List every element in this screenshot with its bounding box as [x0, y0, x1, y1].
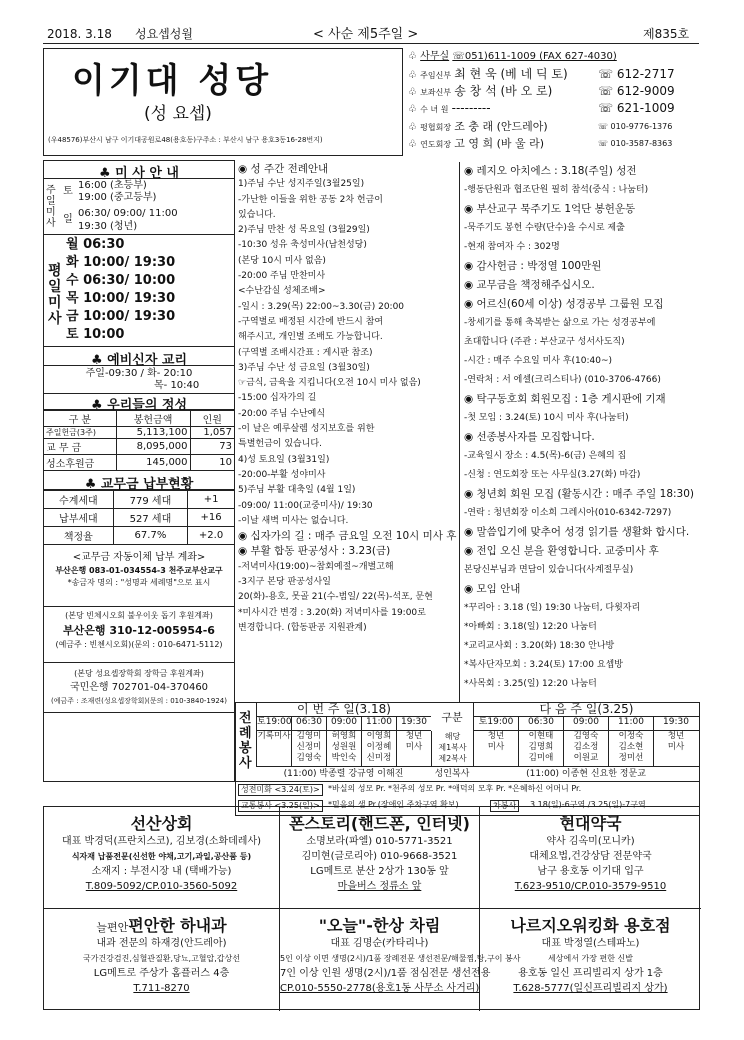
this-week-header: 이 번 주 일(3.18): [256, 703, 431, 717]
ad-line: LG메트로 분산 2상가 130동 앞: [310, 866, 449, 877]
parish-address: (우48576)부산시 남구 이기대공원로48(용호동)구주소 : 부산시 남구 용호3동16-28번지): [48, 136, 323, 144]
service-cell: 청년 미사: [396, 731, 431, 766]
ads-grid: [43, 806, 700, 1010]
ad-box: [480, 807, 701, 909]
service-cell: 이영희 이정혜 신미정: [361, 731, 396, 766]
notice-line: -행동단원과 협조단원 필히 참석(중식 : 나눔터): [464, 185, 649, 195]
service-cell: 허영희 성원원 박인숙: [326, 731, 361, 766]
service-label: 전례봉사: [239, 711, 252, 771]
ad-line: LG메트로 주상가 홈플러스 4층: [93, 968, 230, 979]
account-title: <교무금 자동이체 납부 계좌>: [72, 552, 206, 563]
notice-line: ◉ 탁구동호회 회원모집 : 1층 게시판에 기재: [464, 393, 666, 405]
ad-line: 세상에서 가장 편한 신발: [548, 954, 633, 963]
service-mid: [431, 731, 473, 767]
notice-line: ◉ 성 주간 전례안내: [238, 163, 329, 175]
organ-this: (11:00) 박종렬 강규영 이해진: [283, 769, 404, 779]
notice-line: <수난감실 성체조배>: [238, 286, 326, 297]
roster-text-2: *믿음의 샘 Pr.(장애인 주차구역 확보): [328, 800, 459, 809]
service-cell: 09:00: [563, 717, 608, 730]
contact-pastor: ♧ 주임신부 최 현 욱 (베 네 딕 토): [408, 67, 568, 81]
notice-line: *교리교사회 : 3.20(화) 18:30 안나방: [464, 641, 615, 651]
notice-line: -09:00/ 11:00(교중미사)/ 19:30: [238, 500, 373, 511]
cross-icon: ♧: [408, 70, 421, 81]
ad-line: 7인 이상 인원 생명(2시)/1품 점심전문 생선전용: [280, 968, 491, 979]
contact-council: ♧ 평협회장 조 충 래 (안드레아): [408, 120, 548, 133]
account-number: 부산은행 083-01-034554-3 천주교부산교구: [55, 566, 223, 575]
contact-convent: ♧ 수 녀 원 ---------: [408, 101, 491, 115]
ad-line: 대표 김명순(카타리나): [330, 938, 429, 949]
account-number: 부산은행 310-12-005954-6: [63, 624, 215, 637]
weekday-row: 화 10:00/ 19:30: [66, 255, 176, 270]
table-row: 책정율 67.7% +2.0: [44, 527, 235, 545]
notice-line: 4)성 토요일 (3월31일): [238, 454, 330, 465]
account-note: (예금주 : 빈첸시오회)(문의 : 010-6471-5112): [55, 640, 223, 649]
service-cell: 기록미사: [256, 731, 291, 766]
service-times-next: [473, 717, 699, 731]
service-cell: 09:00: [326, 717, 361, 730]
notice-line: ◉ 말씀입기에 맞추어 성경 읽기를 생활화 합시다.: [464, 526, 690, 538]
weekday-row: 수 06:30/ 10:00: [66, 273, 176, 288]
notice-line: ☞금식, 금육을 지킵니다(오전 10시 미사 없음): [238, 378, 421, 389]
service-cell: 이현태 김명희 김미애: [518, 731, 563, 766]
service-times-this: [256, 717, 431, 731]
roster-label-1: 성전미화 <3.24(토)>: [238, 784, 323, 796]
service-section: [235, 702, 700, 782]
contact-assistant: ♧ 보좌신부 송 창 석 (바 오 로): [408, 84, 553, 98]
notice-line: ◉ 전입 오신 분을 환영합니다. 교중미사 후: [464, 545, 659, 557]
service-cell: 김영미 신정미 김영숙: [291, 731, 326, 766]
notice-line: -일시 : 3.29(목) 22:00~3.30(금) 20:00: [238, 301, 405, 312]
notice-line: *사목회 : 3.25(일) 12:20 나눔터: [464, 679, 597, 689]
notice-line: 3)주님 수난 성 금요일 (3월30일): [238, 362, 370, 373]
notice-line: ◉ 부활 합동 판공성사 : 3.23(금): [238, 545, 391, 558]
ad-title: "오늘"-한상 차림: [318, 916, 441, 935]
weekday-mass-label: 평일미사: [48, 263, 62, 327]
weekday-row: 금 10:00/ 19:30: [66, 309, 176, 324]
notice-line: ◉ 레지오 아치에스 : 3.18(주일) 성전: [464, 165, 637, 177]
notice-line: 해주시고, 개인별 조배도 가능합니다.: [238, 332, 383, 343]
ad-title: 폰스토리(핸드폰, 인터넷): [289, 814, 470, 833]
header-season: 성요셉성월: [135, 27, 193, 41]
dues-table: [43, 490, 235, 545]
service-cell: 청년 미사: [473, 731, 518, 766]
left-column: [43, 160, 235, 782]
cross-icon: ♧: [408, 87, 421, 98]
contact-yeondo: ♧ 연도회장 고 영 희 (바 울 라): [408, 137, 545, 150]
sun-label: 일: [63, 214, 73, 225]
sun-mass-2: 19:30 (청년): [78, 221, 138, 232]
service-cell: 06:30: [291, 717, 326, 730]
service-cell: 토19:00: [256, 717, 291, 730]
notice-line: ◉ 십자가의 길 : 매주 금요일 오전 10시 미사 후: [238, 530, 457, 543]
notice-line: -3지구 본당 판공성사일: [238, 577, 331, 588]
table-row: 성소후원금 145,000 10: [44, 455, 235, 471]
contact-assistant-phone: ☏ 612-9009: [598, 84, 675, 98]
account-box-2: [44, 607, 234, 663]
table-row: 주일헌금(3주) 5,113,100 1,057: [44, 427, 235, 439]
notice-line: ◉ 청년회 회원 모집 (활동시간 : 매주 주일 18:30): [464, 488, 694, 500]
weekday-row: 월 06:30: [66, 237, 125, 252]
header-bar: [43, 28, 699, 44]
ad-line: T.809-5092/CP.010-3560-5092: [85, 881, 238, 892]
notice-line: ◉ 어르신(60세 이상) 성경공부 그룹원 모집: [464, 298, 664, 310]
catechism-line1: 주일-09:30 / 화- 20:10: [85, 368, 193, 379]
sun-mass: 06:30/ 09:00/ 11:00: [78, 208, 178, 219]
service-cell: 11:00: [608, 717, 653, 730]
table-row: 납부세대 527 세대 +16: [44, 509, 235, 527]
contact-convent-phone: ☏ 621-1009: [598, 101, 675, 115]
ad-line: 5인 이상 이면 생명(2시)/1품 장례전문 생선전문/해물찜,탕,구이 봉사: [280, 954, 521, 963]
notice-line: ◉ 선종봉사자를 모집합니다.: [464, 431, 595, 443]
parish-patron: (성 요셉): [144, 104, 212, 124]
notice-line: -신청 : 연도회장 또는 사무실(3.27(화) 마감): [464, 470, 641, 480]
notice-line: *복사단자모회 : 3.24(토) 17:00 요셉방: [464, 660, 623, 670]
ad-line: 소재지 : 부전시장 내 (택배가능): [91, 866, 232, 877]
catechism-title: ♣ 예비신자 교리: [44, 349, 234, 366]
ad-line: CP.010-5550-2778(용호1동 사무소 사거리): [280, 983, 480, 994]
sunday-mass-box: [44, 179, 234, 235]
notice-line: -20:00-부활 성야미사: [238, 469, 326, 480]
service-mid-cell: 제2복사: [438, 754, 467, 763]
ad-title: 현대약국: [559, 814, 622, 833]
notice-line: 본당신부님과 면담이 있습니다(사계절무실): [464, 565, 634, 575]
ad-line: 국가건강검진,심혈관질환,당뇨,고혈압,갑상선: [82, 954, 240, 963]
roster-text-3: 3.18(일)-6구역 /3.25(일)-7구역: [530, 800, 646, 809]
ad-box: [44, 909, 280, 1011]
notice-line: -20:00 주님 만찬미사: [238, 271, 326, 282]
contact-council-phone: ☏ 010-9776-1376: [598, 122, 673, 131]
notice-line: -시간 : 매주 수요일 미사 후(10:40~): [464, 356, 613, 366]
account-note: *송금자 명의 : "성명과 세례명"으로 표시: [67, 578, 211, 587]
account-box-1: [44, 549, 234, 607]
offering-title: ♣ 우리들의 정성: [44, 393, 234, 410]
header-title: < 사순 제5주일 >: [313, 27, 419, 42]
ad-line: 용호동 일신 프리빌리지 상가 1층: [518, 968, 663, 979]
contact-pastor-phone: ☏ 612-2717: [598, 67, 675, 81]
next-week-header: 다 음 주 일(3.25): [473, 703, 699, 717]
ad-line: 김미현(글로리아) 010-9668-3521: [301, 851, 458, 862]
notice-line: -첫 모임 : 3.24(토) 10시 미사 후(나눔터): [464, 413, 629, 423]
organ-next: (11:00) 이종현 신요한 정문교: [526, 769, 646, 779]
service-cell: 06:30: [518, 717, 563, 730]
ad-line: T.628-5777(일신프리빌리지 상가): [513, 983, 668, 994]
sat-label: 토: [63, 186, 73, 197]
service-mid-cell: 해당: [444, 732, 461, 741]
weekday-row: 목 10:00/ 19:30: [66, 291, 176, 306]
notice-line: 있습니다.: [238, 209, 276, 220]
account-title: (본당 성요셉장학회 장학금 후원계좌): [74, 669, 204, 678]
ad-box: [280, 807, 480, 909]
ad-line: 약사 김옥미(모니카): [546, 836, 635, 847]
service-cell: 이정숙 김소현 정미선: [608, 731, 653, 766]
notice-line: ◉ 교무금을 책정해주십시오.: [464, 279, 595, 291]
notice-line: 5)주님 부활 대축일 (4월 1일): [238, 485, 356, 496]
contact-office: ♧ 사무실 ☏051)611-1009 (FAX 627-4030): [408, 51, 617, 62]
notice-line: -이날 새벽 미사는 없습니다.: [238, 515, 349, 526]
mass-title: ♣ 미 사 안 내: [44, 162, 234, 179]
table-row: 구 분 봉헌금액 인원: [44, 411, 235, 427]
ad-box: [44, 807, 280, 909]
ad-line: T.711-8270: [133, 983, 190, 994]
cross-icon: ♧: [408, 51, 421, 62]
notice-line: -10:30 성유 축성미사(남천성당): [238, 240, 367, 251]
notice-line: -가난한 이들을 위한 공동 2차 헌금이: [238, 194, 383, 205]
notice-line: *아빠회 : 3.18(일) 12:20 나눔터: [464, 622, 597, 632]
roster-label-2: 교통봉사 <3.25(일)>: [238, 800, 323, 812]
notice-line: (구역별 조배시간표 : 게시판 참조): [238, 347, 373, 358]
notice-line: ◉ 모임 안내: [464, 583, 521, 595]
header-issue: 제835호: [643, 27, 690, 41]
dues-title: ♣ 교무금 납부현황: [44, 473, 234, 490]
service-cell: 김영숙 김소정 이원교: [563, 731, 608, 766]
sunday-mass-label: 주일미사: [46, 185, 56, 229]
account-box-3: [44, 663, 234, 713]
notice-line: 초대합니다 (주관 : 부산교구 성서사도직): [464, 337, 625, 347]
notice-line: *꾸리아 : 3.18 (일) 19:30 나눔터, 다윗자리: [464, 603, 641, 613]
notice-line: -묵주기도 봉헌 수량(단수)을 수시로 제출: [464, 223, 625, 233]
notice-line: -교육일시 장소 : 4.5(목)-6(금) 은혜의 집: [464, 451, 627, 461]
notice-line: -구역별로 배정된 시간에 반드시 참여: [238, 316, 384, 327]
contact-yeondo-phone: ☏ 010-3587-8363: [598, 139, 673, 148]
notices-left: [238, 162, 460, 702]
ad-title: 선산상회: [130, 814, 193, 833]
notice-line: 2)주님 만찬 성 목요일 (3월29일): [238, 225, 370, 236]
notice-line: (본당 10시 미사 없음): [238, 255, 326, 266]
parish-block: [43, 48, 403, 156]
account-note: (예금주 : 조재련(성요셉장학회)(문의 : 010-3840-1924): [51, 697, 227, 705]
service-cell: 토19:00: [473, 717, 518, 730]
notice-line: -15:00 십자가의 길: [238, 393, 317, 404]
ad-line: 남구 용호동 이기대 입구: [537, 866, 644, 877]
offering-table: [43, 410, 235, 471]
notice-line: 변경합니다. (합동판공 지원관계): [238, 622, 367, 633]
ad-line: 마을버스 정류소 앞: [337, 881, 422, 892]
contacts: [408, 48, 700, 156]
notice-line: -현재 참여자 수 : 302명: [464, 242, 560, 252]
cross-icon: ♧: [408, 139, 421, 150]
service-cell: 19:30: [653, 717, 698, 730]
notice-line: ◉ 감사헌금 : 박정열 100만원: [464, 260, 602, 272]
header-date: 2018. 3.18: [47, 27, 112, 41]
notices-right: [464, 162, 700, 702]
account-title: (본당 빈체시오회 불우이웃 돕기 후원계좌): [65, 611, 213, 620]
notice-line: -20:00 주님 수난예식: [238, 408, 326, 419]
ad-line: 소명보라(파엘) 010-5771-3521: [306, 836, 453, 847]
sat-mass: 16:00 (초등부): [78, 180, 147, 191]
ad-line: 대표 박정열(스테파노): [541, 938, 640, 949]
notice-line: -창세기를 통해 축복받는 삶으로 가는 성경공부에: [464, 318, 656, 328]
weekday-mass-box: [44, 235, 234, 347]
cross-icon: ♧: [408, 104, 421, 115]
ad-box: [480, 909, 701, 1011]
organ-mid: 성인복사: [434, 769, 470, 779]
account-number: 국민은행 702701-04-370460: [69, 682, 209, 693]
parish-name: 이기대 성당: [72, 61, 273, 101]
table-row: 교 무 금 8,095,000 73: [44, 439, 235, 455]
roster-label-3: 차봉사: [490, 800, 519, 812]
service-names-this: [256, 731, 431, 767]
service-mid-cell: 제1복사: [438, 743, 467, 752]
ad-line: 대표 박경덕(프란치스코), 김보경(소화데레사): [61, 836, 262, 847]
notice-line: -저녁미사(19:00)~참회예절~개별고해: [238, 561, 394, 572]
notice-line: 특별헌금이 있습니다.: [238, 439, 322, 450]
notice-line: *미사시간 변경 : 3.20(화) 저녁미사를 19:00로: [238, 607, 426, 618]
weekday-row: 토 10:00: [66, 327, 125, 342]
notice-line: 1)주님 수난 성지주일(3월25일): [238, 179, 365, 190]
ad-line: 대체요법,건강상담 전문약국: [529, 851, 652, 862]
table-row: 수계세대 779 세대 +1: [44, 491, 235, 509]
gubun-header: 구분: [441, 711, 463, 724]
ad-line: 내과 전문의 하재경(안드레아): [96, 938, 227, 949]
service-cell: 11:00: [361, 717, 396, 730]
sat-mass-2: 19:00 (중고등부): [78, 192, 157, 203]
ad-title: 늘편안편안한 하내과: [96, 916, 227, 935]
ad-title: 나르지오워킹화 용호점: [510, 916, 671, 935]
notice-line: -이 날은 예루살렘 성지보호를 위한: [238, 424, 375, 435]
notice-line: -연락 : 청년회장 이소희 그레시아(010-6342-7297): [464, 508, 672, 518]
roster-text-1: *바실의 성모 Pr. *천주의 성모 Pr. *애덕의 모후 Pr. *은혜하신 어머니 Pr.: [328, 784, 582, 793]
service-cell: 청년 미사: [653, 731, 698, 766]
ad-line: 식자재 납품전문(신선한 야채,고기,과일,공산품 등): [71, 852, 252, 861]
notice-line: 20(화)-용호, 못골 21(수-범일/ 22(목)-석포, 문현: [238, 592, 433, 603]
notice-line: -연락처 : 서 에셀(크리스티나) (010-3706-4766): [464, 375, 661, 385]
ad-box: [280, 909, 521, 1011]
cross-icon: ♧: [408, 122, 421, 133]
service-cell: 19:30: [396, 717, 431, 730]
service-names-next: [473, 731, 699, 767]
notice-line: ◉ 부산교구 묵주기도 1억단 봉헌운동: [464, 203, 636, 215]
catechism-line2: 목- 10:40: [154, 380, 200, 391]
ad-line: T.623-9510/CP.010-3579-9510: [514, 881, 667, 892]
